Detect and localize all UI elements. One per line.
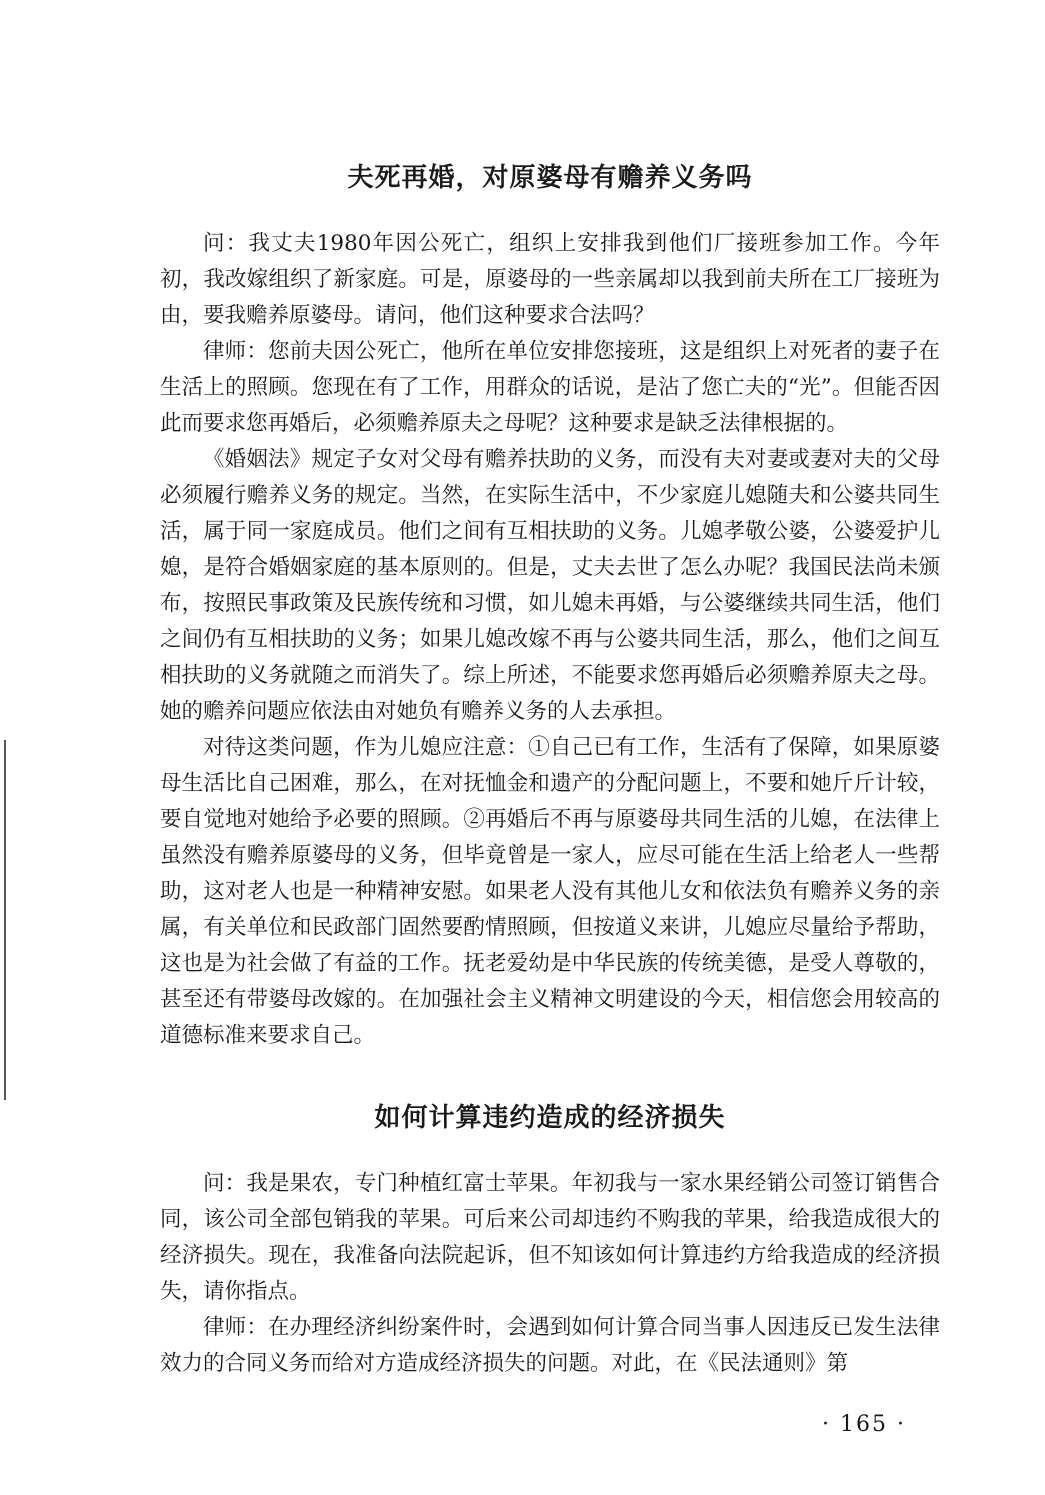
section2-title: 如何计算违约造成的经济损失 [374,1103,726,1133]
section2-lawyer-answer: 律师：在办理经济纠纷案件时，会遇到如何计算合同当事人因违反已发生法律效力的合同义务而给对方造成经济损失的问题。对此，在《民法通则》第 [160,1315,940,1376]
section1-lawyer-answer: 律师：您前夫因公死亡，他所在单位安排您接班，这是组织上对死者的妻子在生活上的照顾。您现在有了工作，用群众的话说，是沾了您亡夫的“光”。但能否因此而要求您再婚后，必须赡养原夫之母呢？这种要求是缺乏法律根据的。 [160,339,940,436]
section1-marriage-law-paragraph: 《婚姻法》规定子女对父母有赡养扶助的义务，而没有夫对妻或妻对夫的父母必须履行赡养义务的规定。当然，在实际生活中，不少家庭儿媳随夫和公婆共同生活，属于同一家庭成员。他们之间有互相扶助的义务。儿媳孝敬公婆，公婆爱护儿媳，是符合婚姻家庭的基本原则的。但是，丈夫去世了怎么办呢？我国民法尚未颁布，按照民事政策及民族传统和习惯，如儿媳未再婚，与公婆继续共同生活，他们之间仍有互相扶助的义务；如果儿媳改嫁不再与公婆共同生活，那么，他们之间互相扶助的义务就随之而消失了。综上所述，不能要求您再婚后必须赡养原夫之母。她的赡养问题应依法由对她负有赡养义务的人去承担。 [160,447,940,724]
section1-advice-paragraph: 对待这类问题，作为儿媳应注意：①自己已有工作，生活有了保障，如果原婆母生活比自己困难，那么，在对抚恤金和遗产的分配问题上，不要和她斤斤计较，要自觉地对她给予必要的照顾。②再婚后不再与原婆母共同生活的儿媳，在法律上虽然没有赡养原婆母的义务，但毕竟曾是一家人，应尽可能在生活上给老人一些帮助，这对老人也是一种精神安慰。如果老人没有其他儿女和依法负有赡养义务的亲属，有关单位和民政部门固然要酌情照顾，但按道义来讲，儿媳应尽量给予帮助，这也是为社会做了有益的工作。抚老爱幼是中华民族的传统美德，是受人尊敬的，甚至还有带婆母改嫁的。在加强社会主义精神文明建设的今天，相信您会用较高的道德标准来要求自己。 [160,735,940,1048]
section1-question: 问：我丈夫1980年因公死亡，组织上安排我到他们厂接班参加工作。今年初，我改嫁组织了新家庭。可是，原婆母的一些亲属却以我到前夫所在工厂接班为由，要我赡养原婆母。请问，他们这种要求合法吗？ [160,231,940,328]
page-content [160,158,940,1382]
scan-edge-line [4,740,6,1100]
section2-question: 问：我是果农，专门种植红富士苹果。年初我与一家水果经销公司签订销售合同，该公司全部包销我的苹果。可后来公司却违约不购我的苹果，给我造成很大的经济损失。现在，我准备向法院起诉，但不知该如何计算违约方给我造成的经济损失，请你指点。 [160,1171,940,1304]
section1-title: 夫死再婚，对原婆母有赡养义务吗 [347,163,753,193]
page-number: · 165 · [822,1412,906,1437]
